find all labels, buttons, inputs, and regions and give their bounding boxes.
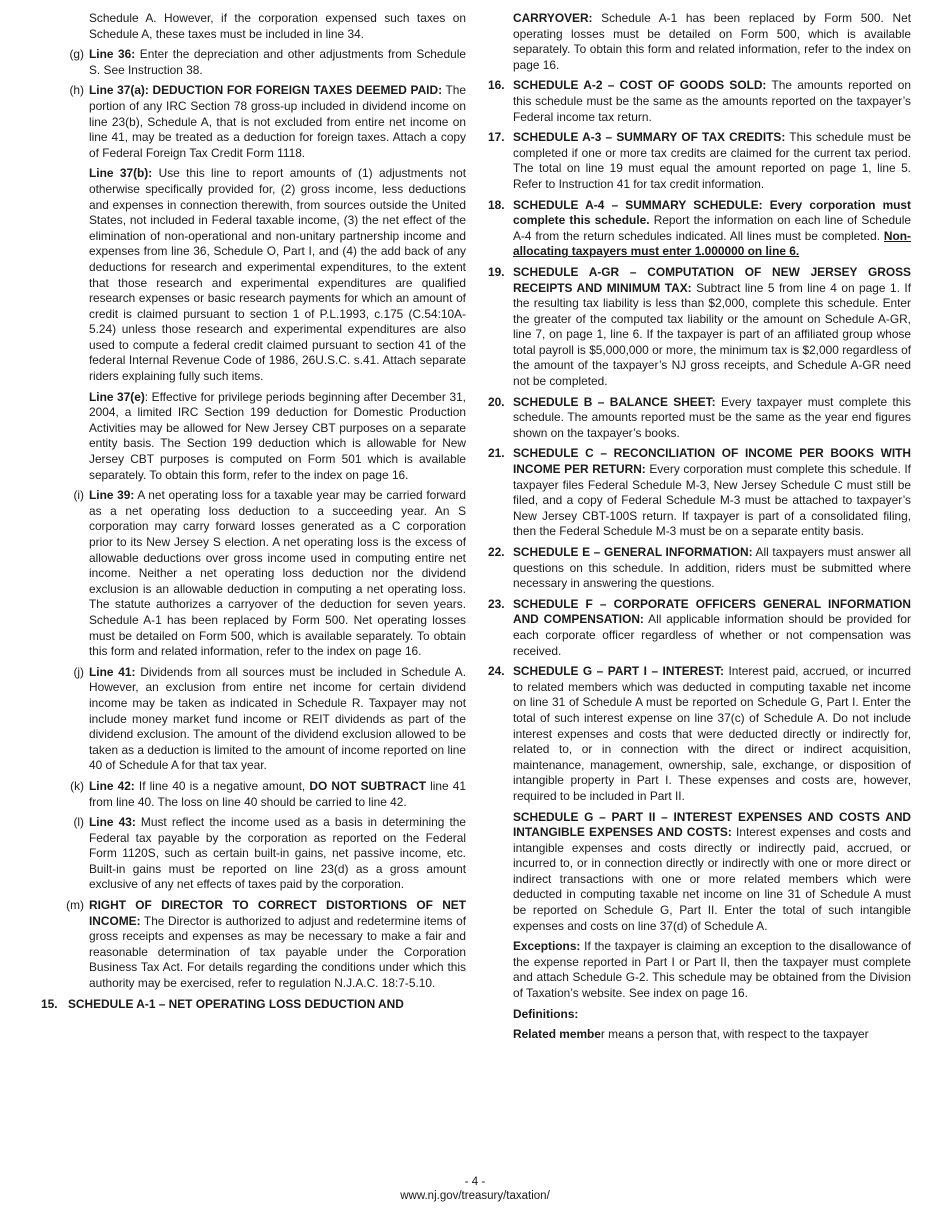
item-g — [46, 47, 466, 78]
item-title: Line 42: — [89, 778, 135, 793]
item-h-line37b — [46, 166, 466, 384]
item-title: Line 43: — [89, 815, 136, 830]
item-body: Schedule A-1 has been replaced by Form 500. Net operating losses must be detailed on Form 500, which is available separately. To obtain this form and related information, refer to the index on page 16. — [513, 11, 911, 72]
section-16 — [488, 78, 911, 125]
item-body: The amounts reported on this schedule must be the same as the amounts reported on the taxpayer’s Federal income tax return. — [513, 78, 911, 124]
item-title: RIGHT OF DIRECTOR TO CORRECT DISTORTIONS OF NET INCOME: — [89, 898, 466, 928]
section-24-related-member — [488, 1027, 911, 1043]
item-body: Every corporation must complete this schedule. If taxpayer files Federal Schedule M-3, New Jersey Schedule C must still be filed, and a copy of Federal Schedule M-3 must be attached to taxpayer’s New Jersey CBT-100S return. If taxpayer is part of a consolidated filing, then the Federal Schedule M-3 must be on a separate entity basis. — [513, 462, 911, 539]
item-title: SCHEDULE A-3 – SUMMARY OF TAX CREDITS: — [513, 130, 786, 145]
item-body: All applicable information should be provided for each corporate officer regardless of whether or not compensation was received. — [513, 612, 911, 658]
item-title: Definitions: — [513, 1006, 579, 1021]
item-title: Line 36: — [89, 47, 136, 62]
item-marker: 23. — [488, 596, 505, 611]
section-15-continued — [488, 11, 911, 73]
item-marker: (h) — [69, 83, 84, 98]
item-marker: 17. — [488, 130, 505, 145]
item-title: SCHEDULE G – PART I – INTEREST: — [513, 664, 724, 679]
item-h — [46, 83, 466, 161]
item-title: SCHEDULE A-GR – COMPUTATION OF NEW JERSEY GROSS RECEIPTS AND MINIMUM TAX: — [513, 264, 911, 295]
item-title: SCHEDULE G – PART II – INTEREST EXPENSES AND COSTS AND INTANGIBLE EXPENSES AND COSTS: — [513, 809, 911, 840]
item-marker: 22. — [488, 545, 505, 559]
item-title: CARRYOVER: — [513, 11, 593, 25]
item-title: Related membe — [513, 1027, 601, 1042]
item-marker: (k) — [70, 778, 84, 793]
item-body: If line 40 is a negative amount, — [134, 778, 310, 793]
item-body: : Effective for privilege periods beginning after December 31, 2004, a limited IRC Section 199 deduction for Domestic Production Activities may be allowed for New Jersey CBT purposes on a separate entity basis. The Section 199 deduction which is allowable for New Jersey CBT purposes is computed on Form 501 which is available separately. To obtain this form, refer to the index on page 16. — [89, 389, 466, 482]
item-m — [46, 898, 466, 992]
item-marker: 20. — [488, 394, 505, 409]
item-body: Interest expenses and costs and intangible expenses and costs directly or indirectly paid, accrued, or incurred to, or in connection directly or indirectly with one or more direct or indirect transactions with one or more related members which were deducted in computing taxable net income on line 31 of Schedule A must be reported on Schedule G, Part II. Enter the total of such intangible expenses and costs on line 37(d) of Schedule A. — [513, 825, 911, 933]
item-marker: 16. — [488, 78, 505, 93]
item-title: SCHEDULE C – RECONCILIATION OF INCOME PER BOOKS WITH INCOME PER RETURN: — [513, 446, 911, 477]
item-i — [46, 488, 466, 660]
section-24-part2 — [488, 810, 911, 935]
item-body: Use this line to report amounts of (1) adjustments not otherwise specifically provided for, (2) gross income, less deductions and expenses in connection therewith, from sources outside the United States, not included in Federal taxable income, (3) the net effect of the elimination of non-operational and non-unitary partnership income and expenses from line 36, Schedule O, Part I, and (4) the add back of any deductions for research and experimental expenditures, to the extent that those research and experimental expenditures are qualified research expenses or basic research payments for which an amount of credit is claimed pursuant to section 1 of P.L.1993, c.175 (C.54:10A-5.24) unless those research and experimental expenditures are also used to compute a federal credit claimed pursuant to section 41 of the federal Internal Revenue Code of 1986, 26U.S.C. s.41. Attach separate riders explaining fully such items. — [89, 166, 466, 384]
item-body: line 41 from line 40. The loss on line 40 should be carried to line 42. — [89, 778, 467, 809]
item-body: Must reflect the income used as a basis in determining the Federal tax payable by the corporation as reported on the Federal Form 1120S, such as certain built-in gains, net passive income, etc. Built-in gains must be reported on line 23(d) as a gross amount exclusive of any net effects of taxes paid by the corporation. — [89, 815, 466, 892]
item-marker: 18. — [488, 197, 505, 212]
item-marker: (g) — [69, 47, 84, 62]
item-marker: 21. — [488, 446, 505, 461]
section-17 — [488, 130, 911, 192]
item-body: Every taxpayer must complete this schedule. The amounts reported must be the same as the year end figures shown on the taxpayer’s books. — [513, 394, 911, 440]
item-body: Report the information on each line of Schedule A-4 from the return schedules indicated. All lines must be completed. — [513, 213, 911, 243]
item-body: All taxpayers must answer all questions on this schedule. In addition, riders must be submitted where necessary in answering the questions. — [513, 545, 912, 591]
footer-url: www.nj.gov/treasury/taxation/ — [400, 1190, 550, 1202]
item-body: Enter the depreciation and other adjustments from Schedule S. See Instruction 38. — [89, 47, 467, 77]
item-title: Line 37(e) — [89, 389, 145, 404]
section-21 — [488, 446, 911, 540]
section-20 — [488, 395, 911, 442]
item-marker: 24. — [488, 664, 505, 679]
item-j — [46, 665, 466, 774]
item-marker: (i) — [73, 488, 84, 503]
item-underlined-note: Non-allocating taxpayers must enter 1.000000 on line 6. — [513, 228, 911, 259]
item-h-line37e — [46, 390, 466, 484]
item-marker: (j) — [73, 664, 84, 679]
section-19 — [488, 265, 911, 390]
item-title: SCHEDULE B – BALANCE SHEET: — [513, 394, 716, 409]
item-marker: (l) — [73, 815, 84, 830]
section-24-exceptions — [488, 939, 911, 1001]
item-title: Line 37(b): — [89, 166, 153, 181]
item-title: SCHEDULE F – CORPORATE OFFICERS GENERAL INFORMATION AND COMPENSATION: — [513, 596, 911, 627]
section-23 — [488, 597, 911, 659]
item-title: SCHEDULE A-1 – NET OPERATING LOSS DEDUCTION AND — [68, 996, 404, 1011]
item-emphasis: DO NOT SUBTRACT — [309, 778, 426, 793]
section-15 — [43, 997, 466, 1013]
item-body: Dividends from all sources must be included in Schedule A. However, an exclusion from entire net income for certain dividend income may be taken as indicated in Schedule R. Taxpayer may not include money market fund income or REIT dividends as part of the dividend exclusion. The amount of the dividend exclusion allowed to be taken as a deduction is limited to the amount of income reported on line 40 of Schedule A for that tax year. — [89, 664, 467, 773]
section-24-definitions-heading — [488, 1007, 911, 1023]
item-body: The portion of any IRC Section 78 gross-up included in dividend income on line 23(b), Schedule A, that is not excluded from entire net income on line 41, may be treated as a deduction for foreign taxes. Attach a copy of Federal Foreign Tax Credit Form 1118. — [89, 83, 467, 160]
item-marker: 19. — [488, 264, 505, 279]
item-title: Exceptions: — [513, 939, 581, 954]
item-title: SCHEDULE A-2 – COST OF GOODS SOLD: — [513, 78, 767, 93]
left-column — [41, 11, 467, 1017]
item-title: Line 39: — [89, 488, 135, 503]
item-marker: (m) — [66, 898, 84, 913]
section-18 — [488, 198, 911, 260]
item-k — [46, 779, 466, 810]
item-body: Subtract line 5 from line 4 on page 1. If the resulting tax liability is less than $2,000, complete this schedule. Enter the greater of the computed tax liability or the amount on Schedule A-GR, line 7, on page 1, line 6. If the taxpayer is part of an affiliated group whose total payroll is $5,000,000 or more, the minimum tax is $2,000 regardless of the amount of the taxpayer’s NJ gross receipts, and Schedule A-GR need not be completed. — [513, 280, 911, 389]
item-body: A net operating loss for a taxable year may be carried forward as a net operating loss deduction to a succeeding year. An S corporation may carry forward losses generated as a C corporation prior to its New Jersey S election. A net operating loss is the excess of allowable deductions over gross income used in computing entire net income. Neither a net operating loss deduction nor the dividend exclusion is an allowable deduction in computing a net operating loss. The statute authorizes a carryover of the deduction for seven years. Schedule A-1 has been replaced by Form 500. Net operating losses must be detailed on Form 500, which is available separately. To obtain this form and related information, refer to the index on page 16. — [89, 488, 466, 659]
page-number: - 4 - — [464, 1176, 486, 1188]
item-title: SCHEDULE E – GENERAL INFORMATION: — [513, 545, 753, 559]
section-22 — [488, 545, 911, 592]
item-l — [46, 815, 466, 893]
paragraph-continued: Schedule A. However, if the corporation expensed such taxes on Schedule A, these taxes must be included in line 34. — [89, 11, 466, 41]
item-body: If the taxpayer is claiming an exception to the disallowance of the expense reported in Part I or Part II, then the taxpayer must complete and attach Schedule G-2. This schedule may be obtained from the Division of Taxation’s website. See index on page 16. — [513, 939, 911, 1001]
item-body: This schedule must be completed if one or more tax credits are claimed for the current tax period. The total on line 19 must equal the amount reported on page 1, line 5. Refer to Instruction 41 for tax credit information. — [513, 130, 911, 191]
section-24 — [488, 664, 911, 804]
item-title: SCHEDULE A-4 – SUMMARY SCHEDULE: Every corporation must complete this schedule. — [513, 197, 911, 228]
item-marker: 15. — [41, 996, 58, 1011]
item-title: Line 41: — [89, 664, 136, 679]
right-column — [488, 11, 911, 1048]
item-body: The Director is authorized to adjust and redetermine items of gross receipts and expenses as may be necessary to make a fair and reasonable determination of tax payable under the Corporation Business Tax Act. For details regarding the conditions under which this authority may be exercised, refer to regulation N.J.A.C. 18:7-5.10. — [89, 913, 466, 991]
item-title: Line 37(a): DEDUCTION FOR FOREIGN TAXES DEEMED PAID: — [89, 83, 443, 98]
item-body: r means a person that, with respect to the taxpayer — [600, 1027, 869, 1042]
item-body: Interest paid, accrued, or incurred to related members which was deducted in computing taxable net income on line 31 of Schedule A must be reported on Schedule G, Part I. Enter the total of such interest expense on line 37(c) of Schedule A. Do not include interest expenses and costs that were deducted directly or indirectly for, related to, or in connection with the direct or indirect acquisition, maintenance, management, ownership, sale, exchange, or disposition of intangible property in Part I. These expenses and costs are, however, required to be included in Part II. — [513, 664, 911, 803]
